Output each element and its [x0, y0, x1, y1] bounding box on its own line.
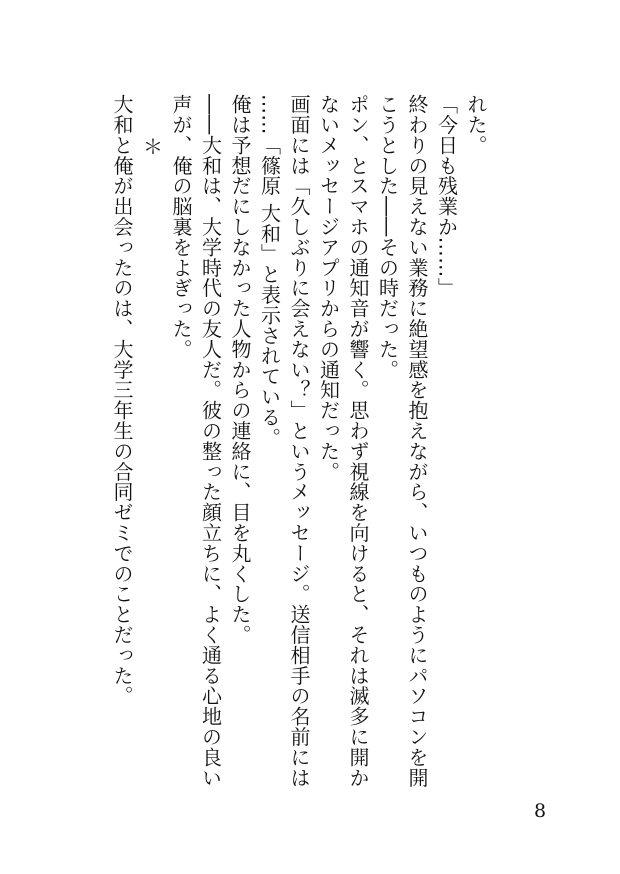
- page-number: 8: [533, 800, 547, 822]
- text-line: ……「篠原 大和」と表示されている。: [257, 94, 282, 448]
- text-line: ――大和は、大学時代の友人だ。彼の整った顔立ちに、よく通る心地の良い: [198, 94, 223, 788]
- text-line: 声が、俺の脳裏をよぎった。: [169, 94, 193, 360]
- text-line: 大和と俺が出会ったのは、大学三年生の合同ゼミでのことだった。: [110, 94, 134, 706]
- section-separator: ＊: [139, 136, 164, 157]
- text-line: れた。: [464, 94, 488, 156]
- text-line: 終わりの見えない業務に絶望感を抱えながら、いつものようにパソコンを開: [405, 94, 429, 788]
- text-line: ないメッセージアプリからの通知だった。: [316, 94, 341, 482]
- text-line: 「今日も残業か……」: [434, 94, 459, 298]
- text-line: 画面には「久しぶりに会えない？」というメッセージ。送信相手の名前には: [287, 94, 311, 788]
- text-line: ポン、とスマホの通知音が響く。思わず視線を向けると、それは滅多に開か: [346, 94, 370, 788]
- text-line: 俺は予想だにしなかった人物からの連絡に、目を丸くした。: [228, 94, 252, 645]
- vertical-text-block: [110, 94, 490, 794]
- text-line: こうとした――その時だった。: [375, 94, 400, 380]
